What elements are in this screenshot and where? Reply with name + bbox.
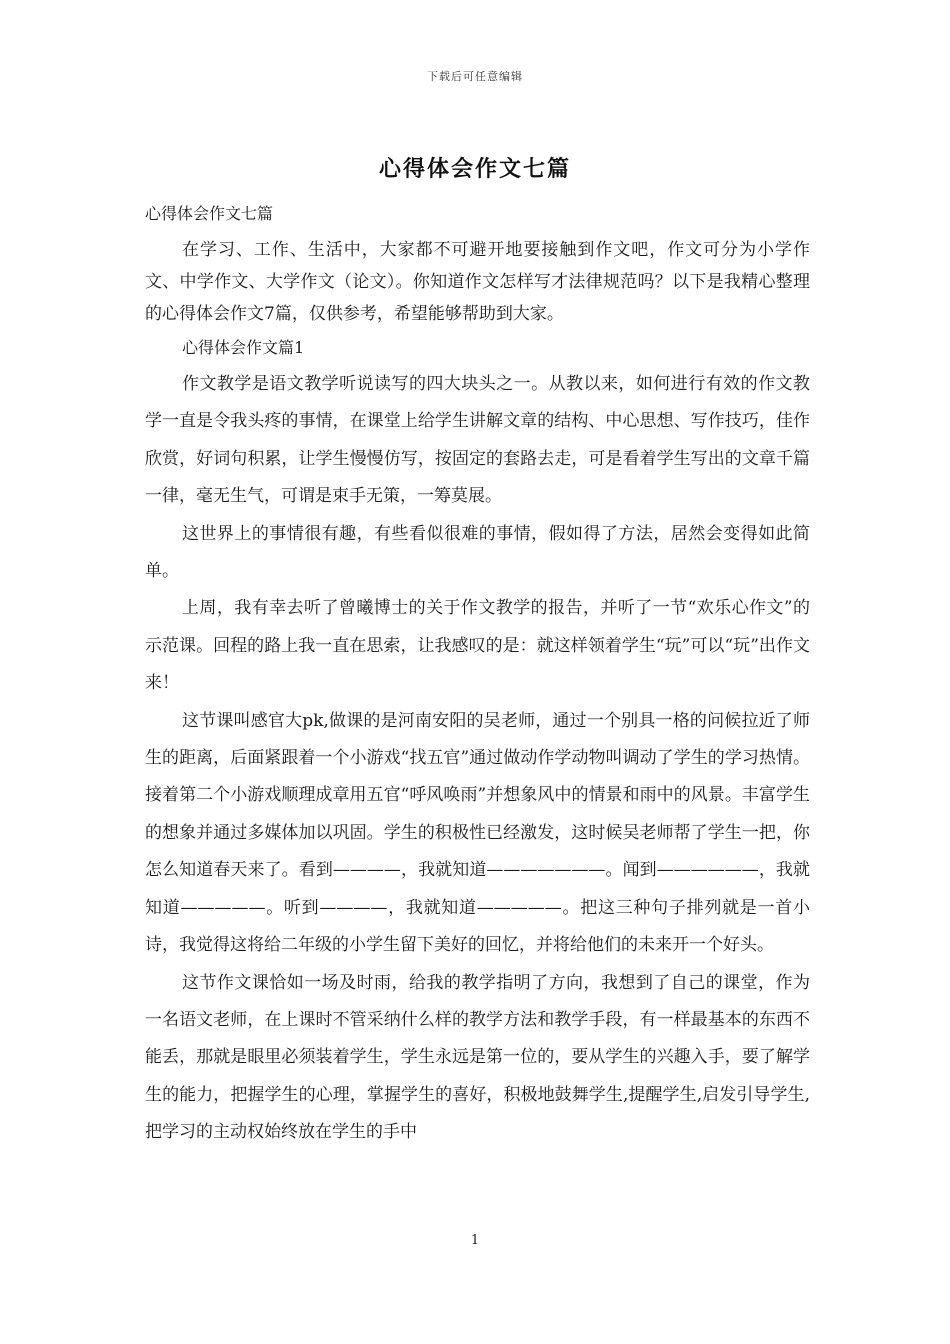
document-title: 心得体会作文七篇 (378, 156, 571, 182)
body-paragraph: 上周，我有幸去听了曾曦博士的关于作文教学的报告，并听了一节“欢乐心作文”的示范课。回程的路上我一直在思索，让我感叹的是：就这样领着学生“玩”可以“玩”出作文来！ (145, 598, 810, 694)
intro-paragraph: 在学习、工作、生活中，大家都不可避开地要接触到作文吧，作文可分为小学作文、中学作文、大学作文（论文）。你知道作文怎样写才法律规范吗？以下是我精心整理的心得体会作文7篇，仅供参考，希望能够帮助到大家。 (145, 240, 810, 324)
page-header-note: 下载后可任意编辑 (427, 70, 523, 83)
document-body (145, 200, 810, 1152)
document-subtitle: 心得体会作文七篇 (145, 204, 274, 223)
body-paragraph: 这节课叫感官大pk,做课的是河南安阳的吴老师，通过一个别具一格的问候拉近了师生的距离，后面紧跟着一个小游戏“找五官”通过做动作学动物叫调动了学生的学习热情。接着第二个小游戏顺理成章用五官“呼风唤雨”并想象风中的情景和雨中的风景。丰富学生的想象并通过多媒体加以巩固。学生的积极性已经激发，这时候吴老师帮了学生一把，你怎么知道春天来了。看到————，我就知道———————。闻到——————，我就知道—————。听到————，我就知道—————。把这三种句子排列就是一首小诗，我觉得这将给二年级的小学生留下美好的回忆，并将给他们的未来开一个好头。 (145, 710, 810, 956)
body-paragraph: 这世界上的事情很有趣，有些看似很难的事情，假如得了方法，居然会变得如此简单。 (145, 523, 810, 582)
body-paragraph: 作文教学是语文教学听说读写的四大块头之一。从教以来，如何进行有效的作文教学一直是令我头疼的事情，在课堂上给学生讲解文章的结构、中心思想、写作技巧，佳作欣赏，好词句积累，让学生慢慢仿写，按固定的套路去走，可是看着学生写出的文章千篇一律，毫无生气，可谓是束手无策，一筹莫展。 (145, 374, 810, 507)
page-number: 1 (470, 1233, 480, 1248)
section-heading: 心得体会作文篇1 (182, 338, 305, 357)
body-paragraph: 这节作文课恰如一场及时雨，给我的教学指明了方向，我想到了自己的课堂，作为一名语文老师，在上课时不管采纳什么样的教学方法和教学手段，有一样最基本的东西不能丢，那就是眼里必须装着学生，学生永远是第一位的，要从学生的兴趣入手，要了解学生的能力，把握学生的心理，掌握学生的喜好，积极地鼓舞学生,提醒学生,启发引导学生,把学习的主动权始终放在学生的手中 (145, 972, 810, 1143)
